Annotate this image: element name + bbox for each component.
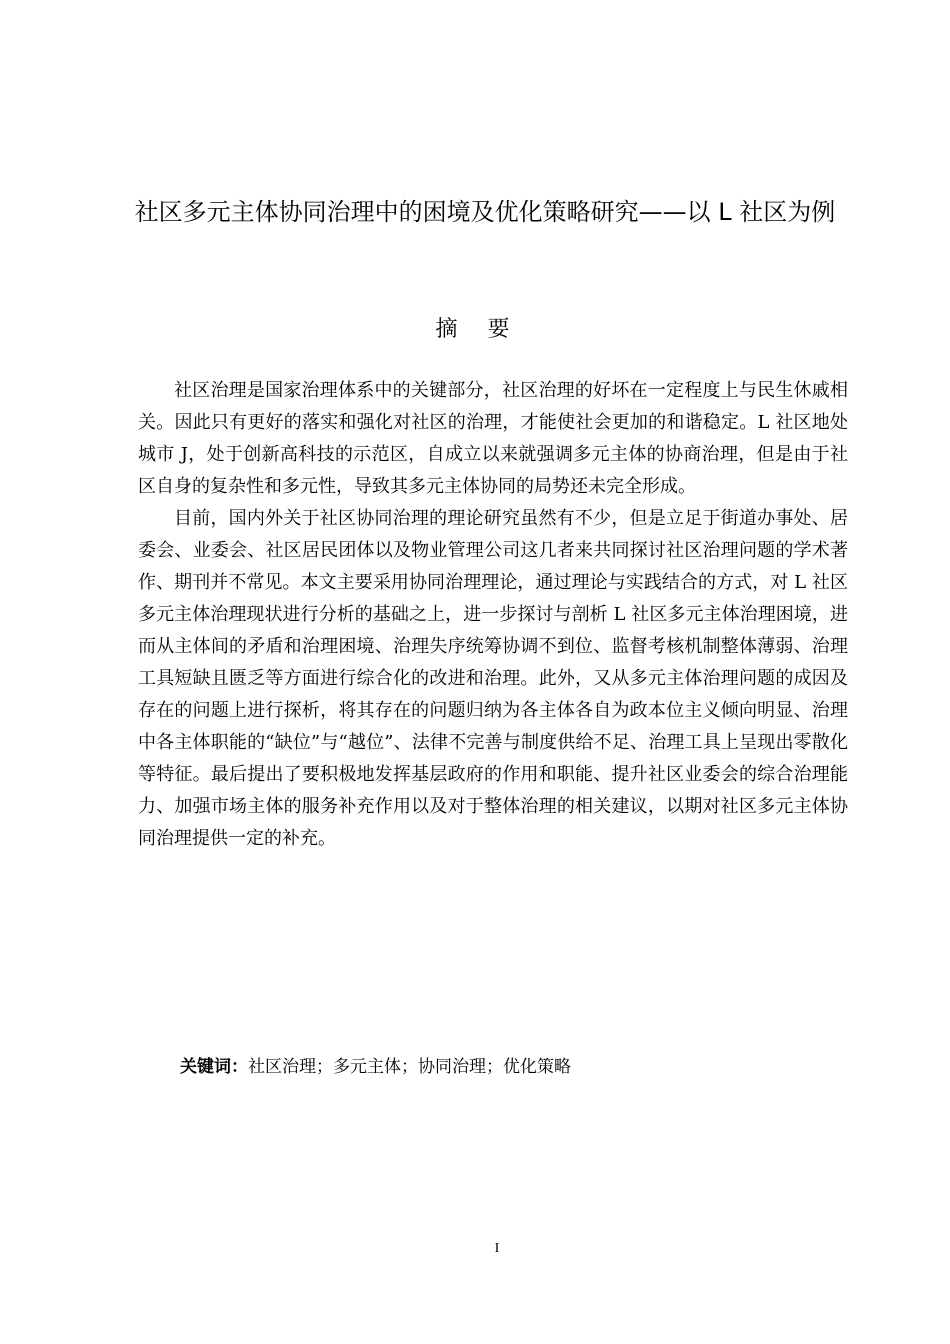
keywords-list: 社区治理；多元主体；协同治理；优化策略 [248,1057,571,1077]
abstract-body [138,375,848,855]
keywords-label: 关键词： [180,1057,248,1077]
abstract-paragraph: 社区治理是国家治理体系中的关键部分，社区治理的好坏在一定程度上与民生休戚相关。因此只有更好的落实和强化对社区的治理，才能使社会更加的和谐稳定。L 社区地处城市 J，处于创新高科技的示范区，自成立以来就强调多元主体的协商治理，但是由于社区自身的复杂性和多元性，导致其多元主体协同的局势还未完全形成。 [138,380,848,497]
document-title: 社区多元主体协同治理中的困境及优化策略研究——以 L 社区为例 [134,198,836,226]
abstract-heading: 摘要 [435,317,540,342]
abstract-paragraph: 目前，国内外关于社区协同治理的理论研究虽然有不少，但是立足于街道办事处、居委会、业委会、社区居民团体以及物业管理公司这几者来共同探讨社区治理问题的学术著作、期刊并不常见。本文主要采用协同治理理论，通过理论与实践结合的方式，对 L 社区多元主体治理现状进行分析的基础之上，进一步探讨与剖析 L 社区多元主体治理困境，进而从主体间的矛盾和治理困境、治理失序统筹协调不到位、监督考核机制整体薄弱、治理工具短缺且匮乏等方面进行综合化的改进和治理。此外，又从多元主体治理问题的成因及存在的问题上进行探析，将其存在的问题归纳为各主体各自为政本位主义倾向明显、治理中各主体职能的“缺位”与“越位”、法律不完善与制度供给不足、治理工具上呈现出零散化等特征。最后提出了要积极地发挥基层政府的作用和职能、提升社区业委会的综合治理能力、加强市场主体的服务补充作用以及对于整体治理的相关建议，以期对社区多元主体协同治理提供一定的补充。 [138,508,848,849]
keywords-line [180,1052,571,1082]
page-number: I [494,1241,500,1256]
